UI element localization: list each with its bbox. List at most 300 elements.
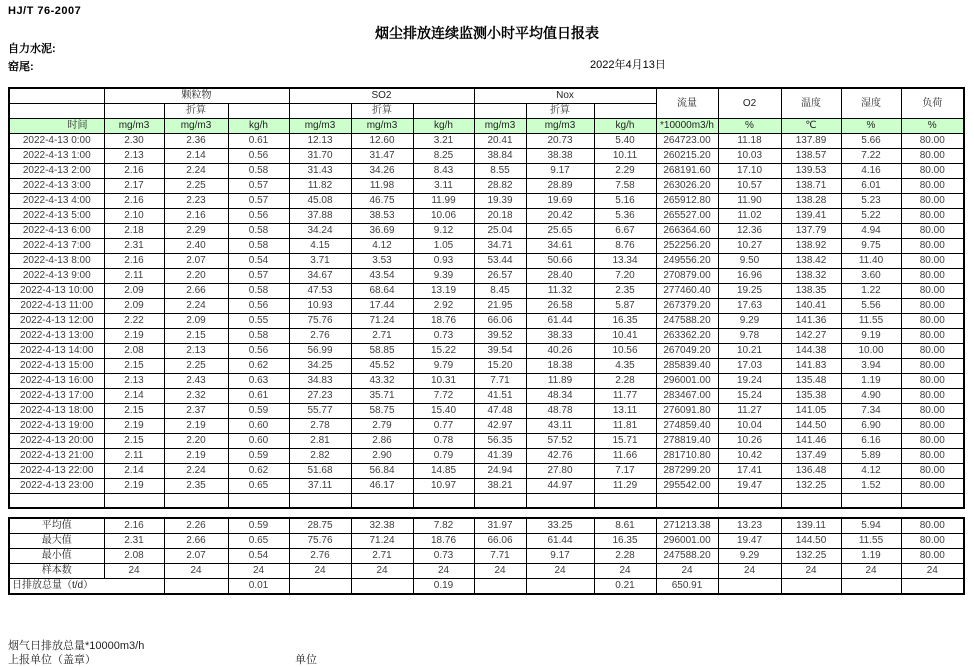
value-cell: 9.75	[841, 239, 901, 254]
value-cell: 19.69	[526, 194, 594, 209]
summary-row	[9, 518, 964, 534]
value-cell: 80.00	[901, 209, 964, 224]
value-cell: 2.19	[104, 329, 164, 344]
value-cell: 266364.60	[656, 224, 718, 239]
time-cell: 2022-4-13 11:00	[9, 299, 104, 314]
value-cell: 38.38	[526, 149, 594, 164]
column-group-header: SO2	[289, 88, 474, 104]
value-cell: 2.92	[413, 299, 474, 314]
value-cell: 8.76	[594, 239, 656, 254]
summary-value-cell: 24	[289, 563, 351, 578]
data-row	[9, 404, 964, 419]
unit-header: kg/h	[228, 119, 289, 134]
value-cell: 10.03	[718, 149, 781, 164]
value-cell: 2.28	[594, 374, 656, 389]
value-cell: 140.41	[781, 299, 841, 314]
summary-value-cell: 24	[351, 563, 413, 578]
empty-cell	[901, 494, 964, 508]
value-cell: 38.84	[474, 149, 526, 164]
value-cell: 80.00	[901, 434, 964, 449]
value-cell: 31.43	[289, 164, 351, 179]
summary-value-cell: 19.47	[718, 533, 781, 548]
empty-cell	[594, 494, 656, 508]
value-cell: 2.24	[164, 299, 228, 314]
time-cell: 2022-4-13 3:00	[9, 179, 104, 194]
value-cell: 285839.40	[656, 359, 718, 374]
value-cell: 6.16	[841, 434, 901, 449]
data-row	[9, 179, 964, 194]
value-cell: 80.00	[901, 284, 964, 299]
value-cell: 0.59	[228, 449, 289, 464]
value-cell: 13.34	[594, 254, 656, 269]
value-cell: 141.05	[781, 404, 841, 419]
value-cell: 48.34	[526, 389, 594, 404]
value-cell: 80.00	[901, 404, 964, 419]
value-cell: 141.46	[781, 434, 841, 449]
daily-total-value-cell	[351, 578, 413, 594]
value-cell: 9.29	[718, 314, 781, 329]
value-cell: 2.79	[351, 419, 413, 434]
value-cell: 132.25	[781, 479, 841, 494]
value-cell: 71.24	[351, 314, 413, 329]
value-cell: 268191.60	[656, 164, 718, 179]
value-cell: 2.16	[104, 254, 164, 269]
value-cell: 265912.80	[656, 194, 718, 209]
value-cell: 38.53	[351, 209, 413, 224]
value-cell: 2.17	[104, 179, 164, 194]
value-cell: 75.76	[289, 314, 351, 329]
summary-value-cell: 31.97	[474, 518, 526, 534]
time-cell: 2022-4-13 4:00	[9, 194, 104, 209]
summary-value-cell: 24	[594, 563, 656, 578]
summary-value-cell: 24	[781, 563, 841, 578]
value-cell: 0.58	[228, 284, 289, 299]
data-row	[9, 284, 964, 299]
time-cell: 2022-4-13 13:00	[9, 329, 104, 344]
column-header: 负荷	[901, 88, 964, 119]
summary-value-cell: 80.00	[901, 548, 964, 563]
value-cell: 3.60	[841, 269, 901, 284]
value-cell: 80.00	[901, 239, 964, 254]
value-cell: 9.19	[841, 329, 901, 344]
column-group-header: Nox	[474, 88, 656, 104]
column-group-header: 颗粒物	[104, 88, 289, 104]
value-cell: 46.75	[351, 194, 413, 209]
value-cell: 2.15	[104, 404, 164, 419]
value-cell: 141.36	[781, 314, 841, 329]
subheader-cell: 折算	[351, 104, 413, 119]
empty-cell	[104, 494, 164, 508]
column-header: O2	[718, 88, 781, 119]
header-row-units	[9, 119, 964, 134]
value-cell: 24.94	[474, 464, 526, 479]
value-cell: 46.17	[351, 479, 413, 494]
value-cell: 0.54	[228, 254, 289, 269]
value-cell: 80.00	[901, 224, 964, 239]
table-gap	[8, 509, 965, 517]
subheader-cell	[228, 104, 289, 119]
value-cell: 5.16	[594, 194, 656, 209]
time-cell: 2022-4-13 1:00	[9, 149, 104, 164]
value-cell: 295542.00	[656, 479, 718, 494]
value-cell: 10.56	[594, 344, 656, 359]
data-row	[9, 134, 964, 149]
data-row	[9, 344, 964, 359]
value-cell: 18.76	[413, 314, 474, 329]
unit-header: mg/m3	[164, 119, 228, 134]
summary-value-cell: 0.73	[413, 548, 474, 563]
value-cell: 138.32	[781, 269, 841, 284]
value-cell: 15.40	[413, 404, 474, 419]
value-cell: 0.61	[228, 389, 289, 404]
value-cell: 2.25	[164, 359, 228, 374]
value-cell: 274859.40	[656, 419, 718, 434]
summary-value-cell: 16.35	[594, 533, 656, 548]
value-cell: 0.65	[228, 479, 289, 494]
value-cell: 0.62	[228, 464, 289, 479]
data-row	[9, 464, 964, 479]
value-cell: 11.90	[718, 194, 781, 209]
value-cell: 139.53	[781, 164, 841, 179]
value-cell: 66.06	[474, 314, 526, 329]
value-cell: 37.88	[289, 209, 351, 224]
summary-value-cell: 24	[474, 563, 526, 578]
value-cell: 5.66	[841, 134, 901, 149]
daily-total-value-cell	[781, 578, 841, 594]
empty-cell	[228, 494, 289, 508]
value-cell: 0.58	[228, 329, 289, 344]
subheader-cell	[104, 104, 164, 119]
value-cell: 25.04	[474, 224, 526, 239]
value-cell: 36.69	[351, 224, 413, 239]
value-cell: 138.57	[781, 149, 841, 164]
value-cell: 80.00	[901, 134, 964, 149]
subheader-cell	[594, 104, 656, 119]
value-cell: 25.65	[526, 224, 594, 239]
daily-total-value-cell	[289, 578, 351, 594]
summary-value-cell: 24	[413, 563, 474, 578]
value-cell: 4.90	[841, 389, 901, 404]
daily-total-value-cell: 650.91	[656, 578, 718, 594]
value-cell: 1.05	[413, 239, 474, 254]
value-cell: 137.79	[781, 224, 841, 239]
value-cell: 7.20	[594, 269, 656, 284]
value-cell: 0.57	[228, 194, 289, 209]
empty-cell	[841, 494, 901, 508]
value-cell: 80.00	[901, 344, 964, 359]
time-cell: 2022-4-13 20:00	[9, 434, 104, 449]
value-cell: 2.78	[289, 419, 351, 434]
value-cell: 80.00	[901, 359, 964, 374]
value-cell: 80.00	[901, 479, 964, 494]
value-cell: 17.41	[718, 464, 781, 479]
daily-total-value-cell	[526, 578, 594, 594]
value-cell: 135.38	[781, 389, 841, 404]
header-row-groups	[9, 88, 964, 104]
value-cell: 4.12	[841, 464, 901, 479]
value-cell: 80.00	[901, 374, 964, 389]
daily-total-row	[9, 578, 964, 594]
value-cell: 3.53	[351, 254, 413, 269]
value-cell: 2.86	[351, 434, 413, 449]
value-cell: 10.26	[718, 434, 781, 449]
value-cell: 2.11	[104, 269, 164, 284]
value-cell: 39.52	[474, 329, 526, 344]
value-cell: 7.17	[594, 464, 656, 479]
value-cell: 28.89	[526, 179, 594, 194]
subheader-cell	[289, 104, 351, 119]
daily-total-value-cell	[841, 578, 901, 594]
value-cell: 42.76	[526, 449, 594, 464]
data-row	[9, 299, 964, 314]
time-cell: 2022-4-13 21:00	[9, 449, 104, 464]
value-cell: 31.47	[351, 149, 413, 164]
time-cell: 2022-4-13 19:00	[9, 419, 104, 434]
time-cell: 2022-4-13 10:00	[9, 284, 104, 299]
value-cell: 136.48	[781, 464, 841, 479]
unit-header: %	[841, 119, 901, 134]
value-cell: 4.94	[841, 224, 901, 239]
value-cell: 2.35	[164, 479, 228, 494]
value-cell: 10.97	[413, 479, 474, 494]
value-cell: 2.19	[164, 419, 228, 434]
value-cell: 138.92	[781, 239, 841, 254]
data-row	[9, 449, 964, 464]
unit-header: %	[901, 119, 964, 134]
value-cell: 5.87	[594, 299, 656, 314]
value-cell: 43.54	[351, 269, 413, 284]
time-cell: 2022-4-13 8:00	[9, 254, 104, 269]
unit-header: kg/h	[413, 119, 474, 134]
value-cell: 80.00	[901, 194, 964, 209]
daily-total-value-cell	[901, 578, 964, 594]
summary-value-cell: 2.26	[164, 518, 228, 534]
value-cell: 80.00	[901, 464, 964, 479]
daily-total-value-cell: 0.21	[594, 578, 656, 594]
value-cell: 11.99	[413, 194, 474, 209]
value-cell: 37.11	[289, 479, 351, 494]
empty-cell	[351, 494, 413, 508]
value-cell: 276091.80	[656, 404, 718, 419]
value-cell: 80.00	[901, 254, 964, 269]
value-cell: 0.73	[413, 329, 474, 344]
value-cell: 2.90	[351, 449, 413, 464]
value-cell: 2.20	[164, 434, 228, 449]
value-cell: 34.71	[474, 239, 526, 254]
value-cell: 139.41	[781, 209, 841, 224]
company-label: 自力水泥:	[8, 43, 56, 55]
summary-value-cell: 80.00	[901, 518, 964, 534]
value-cell: 2.13	[104, 374, 164, 389]
value-cell: 21.95	[474, 299, 526, 314]
value-cell: 5.56	[841, 299, 901, 314]
value-cell: 2.35	[594, 284, 656, 299]
value-cell: 2.09	[164, 314, 228, 329]
value-cell: 2.11	[104, 449, 164, 464]
value-cell: 53.44	[474, 254, 526, 269]
value-cell: 10.41	[594, 329, 656, 344]
value-cell: 2.81	[289, 434, 351, 449]
value-cell: 80.00	[901, 419, 964, 434]
value-cell: 277460.40	[656, 284, 718, 299]
value-cell: 2.29	[594, 164, 656, 179]
unit-header: ℃	[781, 119, 841, 134]
value-cell: 27.23	[289, 389, 351, 404]
value-cell: 2.15	[104, 359, 164, 374]
value-cell: 80.00	[901, 164, 964, 179]
value-cell: 80.00	[901, 299, 964, 314]
summary-value-cell: 24	[104, 563, 164, 578]
value-cell: 18.38	[526, 359, 594, 374]
page-title: 烟尘排放连续监测小时平均值日报表	[375, 25, 599, 41]
summary-value-cell: 2.16	[104, 518, 164, 534]
value-cell: 20.73	[526, 134, 594, 149]
value-cell: 2.16	[104, 164, 164, 179]
value-cell: 2.40	[164, 239, 228, 254]
value-cell: 9.79	[413, 359, 474, 374]
value-cell: 252256.20	[656, 239, 718, 254]
summary-value-cell: 66.06	[474, 533, 526, 548]
summary-value-cell: 33.25	[526, 518, 594, 534]
unit-header: kg/h	[594, 119, 656, 134]
value-cell: 287299.20	[656, 464, 718, 479]
data-row	[9, 194, 964, 209]
value-cell: 0.57	[228, 179, 289, 194]
empty-cell	[164, 494, 228, 508]
value-cell: 2.29	[164, 224, 228, 239]
time-cell: 2022-4-13 9:00	[9, 269, 104, 284]
value-cell: 20.18	[474, 209, 526, 224]
value-cell: 10.93	[289, 299, 351, 314]
value-cell: 12.60	[351, 134, 413, 149]
value-cell: 137.89	[781, 134, 841, 149]
value-cell: 4.35	[594, 359, 656, 374]
summary-value-cell: 24	[901, 563, 964, 578]
value-cell: 35.71	[351, 389, 413, 404]
summary-value-cell: 2.76	[289, 548, 351, 563]
value-cell: 80.00	[901, 179, 964, 194]
value-cell: 19.39	[474, 194, 526, 209]
summary-value-cell: 11.55	[841, 533, 901, 548]
value-cell: 80.00	[901, 149, 964, 164]
unit-header: %	[718, 119, 781, 134]
value-cell: 281710.80	[656, 449, 718, 464]
value-cell: 2.20	[164, 269, 228, 284]
value-cell: 19.25	[718, 284, 781, 299]
summary-value-cell: 13.23	[718, 518, 781, 534]
summary-value-cell: 24	[841, 563, 901, 578]
data-row	[9, 209, 964, 224]
value-cell: 2.07	[164, 254, 228, 269]
subheader-cell	[413, 104, 474, 119]
value-cell: 0.60	[228, 434, 289, 449]
value-cell: 5.23	[841, 194, 901, 209]
summary-value-cell: 132.25	[781, 548, 841, 563]
value-cell: 9.39	[413, 269, 474, 284]
daily-total-value-cell: 0.01	[228, 578, 289, 594]
value-cell: 28.40	[526, 269, 594, 284]
unit-header: *10000m3/h	[656, 119, 718, 134]
value-cell: 2.43	[164, 374, 228, 389]
value-cell: 1.52	[841, 479, 901, 494]
summary-value-cell: 0.54	[228, 548, 289, 563]
time-cell: 2022-4-13 5:00	[9, 209, 104, 224]
value-cell: 138.35	[781, 284, 841, 299]
value-cell: 5.36	[594, 209, 656, 224]
value-cell: 13.19	[413, 284, 474, 299]
value-cell: 2.14	[104, 389, 164, 404]
value-cell: 2.15	[164, 329, 228, 344]
summary-value-cell: 24	[164, 563, 228, 578]
value-cell: 2.13	[164, 344, 228, 359]
value-cell: 10.04	[718, 419, 781, 434]
summary-value-cell: 2.71	[351, 548, 413, 563]
daily-total-value-cell	[718, 578, 781, 594]
value-cell: 38.33	[526, 329, 594, 344]
value-cell: 41.51	[474, 389, 526, 404]
unit-label: 单位	[295, 654, 317, 666]
value-cell: 3.94	[841, 359, 901, 374]
subheader-cell	[474, 104, 526, 119]
value-cell: 0.58	[228, 239, 289, 254]
summary-label-cell: 平均值	[9, 518, 104, 534]
value-cell: 10.27	[718, 239, 781, 254]
summary-table	[8, 517, 965, 595]
value-cell: 7.58	[594, 179, 656, 194]
empty-cell	[474, 494, 526, 508]
time-cell: 2022-4-13 14:00	[9, 344, 104, 359]
daily-total-value-cell: 0.19	[413, 578, 474, 594]
value-cell: 1.22	[841, 284, 901, 299]
value-cell: 38.21	[474, 479, 526, 494]
time-cell: 2022-4-13 15:00	[9, 359, 104, 374]
value-cell: 11.02	[718, 209, 781, 224]
value-cell: 17.63	[718, 299, 781, 314]
value-cell: 55.77	[289, 404, 351, 419]
unit-header: mg/m3	[104, 119, 164, 134]
value-cell: 19.47	[718, 479, 781, 494]
value-cell: 0.79	[413, 449, 474, 464]
value-cell: 142.27	[781, 329, 841, 344]
value-cell: 45.08	[289, 194, 351, 209]
value-cell: 2.66	[164, 284, 228, 299]
value-cell: 10.31	[413, 374, 474, 389]
summary-value-cell: 144.50	[781, 533, 841, 548]
value-cell: 0.78	[413, 434, 474, 449]
time-cell: 2022-4-13 17:00	[9, 389, 104, 404]
summary-value-cell: 24	[526, 563, 594, 578]
data-row	[9, 164, 964, 179]
value-cell: 13.11	[594, 404, 656, 419]
value-cell: 12.13	[289, 134, 351, 149]
empty-cell	[413, 494, 474, 508]
value-cell: 6.90	[841, 419, 901, 434]
data-row	[9, 329, 964, 344]
summary-value-cell: 247588.20	[656, 548, 718, 563]
value-cell: 7.34	[841, 404, 901, 419]
value-cell: 264723.00	[656, 134, 718, 149]
report-date: 2022年4月13日	[590, 59, 666, 71]
subheader-cell: 折算	[526, 104, 594, 119]
value-cell: 11.81	[594, 419, 656, 434]
value-cell: 42.97	[474, 419, 526, 434]
value-cell: 2.16	[104, 194, 164, 209]
summary-value-cell: 32.38	[351, 518, 413, 534]
value-cell: 11.27	[718, 404, 781, 419]
column-header: 温度	[781, 88, 841, 119]
value-cell: 249556.20	[656, 254, 718, 269]
value-cell: 0.61	[228, 134, 289, 149]
